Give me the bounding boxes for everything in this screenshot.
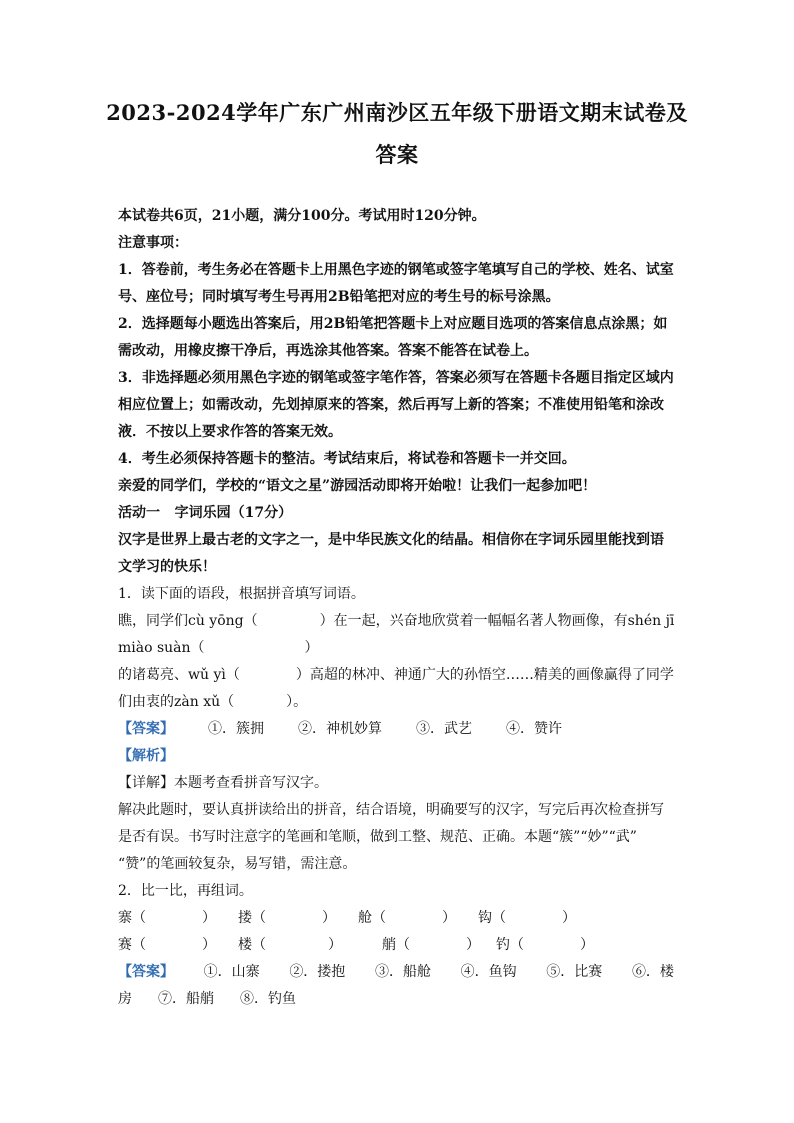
q1-stem: 1．读下面的语段，根据拼音填写词语。 [118, 586, 365, 602]
q2-paren: ） [562, 910, 576, 926]
greeting: 亲爱的同学们，学校的“语文之星”游园活动即将开始啦！让我们一起参加吧！ [118, 478, 597, 494]
q2-stem: 2．比一比，再组词。 [118, 883, 253, 899]
answer-item: ⑦．船艄 [158, 991, 214, 1007]
title-line-1: 2023-2024学年广东广州南沙区五年级下册语文期末试卷及 [106, 100, 688, 125]
q2-char: 艄（ [382, 937, 410, 953]
document-body [118, 203, 678, 1013]
q1-text: 瞧，同学们cù yōng（ [118, 613, 258, 629]
notice-3c: 液．不按以上要求作答的答案无效。 [118, 424, 342, 440]
notice-3a: 3．非选择题必须用黑色字迹的钢笔或签字笔作答，答案必须写在答题卡各题目指定区域内 [118, 370, 674, 386]
activity-heading: 活动一 字词乐园（17分） [118, 505, 293, 521]
q2-answer-row-1 [118, 959, 674, 986]
notice-heading: 注意事项： [118, 235, 188, 251]
q2-paren: ） [322, 910, 336, 926]
q1-text: 们由衷的zàn xǔ（ [118, 694, 235, 710]
explanation-b: 是否有误。书写时注意字的笔画和笔顺，做到工整、规范、正确。本题“簇”“妙”“武” [118, 829, 637, 845]
q2-char: 舱（ [358, 910, 386, 926]
q2-char: 钩（ [478, 910, 506, 926]
q2-paren: ） [580, 937, 594, 953]
notice-2a: 2．选择题每小题选出答案后，用2B铅笔把答题卡上对应题目选项的答案信息点涂黑；如 [118, 316, 668, 332]
answer-item: ⑤．比赛 [546, 964, 603, 980]
q2-paren: ） [442, 910, 456, 926]
exam-info: 本试卷共6页，21小题，满分100分。考试用时120分钟。 [118, 208, 486, 224]
answer-item: ⑧．钓鱼 [240, 991, 296, 1007]
notice-1b: 号、座位号；同时填写考生号再用2B铅笔把对应的考生号的标号涂黑。 [118, 289, 560, 305]
q2-row-2 [118, 932, 678, 959]
q2-paren: ） [202, 910, 216, 926]
explanation-c: “赞”的笔画较复杂，易写错，需注意。 [118, 856, 357, 872]
q1-line-1 [118, 608, 678, 635]
answer-item: ①．山寨 [203, 964, 260, 980]
notice-1a: 1．答卷前，考生务必在答题卡上用黑色字迹的钢笔或签字笔填写自己的学校、姓名、试室 [118, 262, 674, 278]
answer-item: ②．搂抱 [289, 964, 346, 980]
q2-char: 寨（ [118, 910, 146, 926]
answer-item: ⑥．楼 [631, 964, 674, 980]
answer-item: ①．簇拥 [208, 721, 264, 737]
q2-row-1 [118, 905, 678, 932]
answer-item: ④．鱼钩 [460, 964, 517, 980]
answer-item: 房 [118, 991, 132, 1007]
q2-char: 赛（ [118, 937, 146, 953]
q2-paren: ） [328, 937, 342, 953]
q1-text: ）。 [286, 694, 308, 710]
answer-item: ②．神机妙算 [298, 721, 382, 737]
answer-tag: 【答案】 [118, 964, 174, 980]
q1-line-4 [118, 689, 678, 716]
q2-char: 钓（ [496, 937, 524, 953]
document-title [100, 92, 694, 176]
q2-paren: ） [202, 937, 216, 953]
title-line-2: 答案 [375, 142, 419, 167]
q1-text: ） [304, 640, 319, 656]
q1-answer-row [118, 716, 678, 743]
q1-line-3 [118, 662, 678, 689]
answer-tag: 【答案】 [118, 721, 174, 737]
notice-2b: 需改动，用橡皮擦干净后，再选涂其他答案。答案不能答在试卷上。 [118, 343, 538, 359]
q1-text: ）高超的林冲、神通广大的孙悟空……精美的画像赢得了同学 [295, 667, 674, 683]
q2-answer-row-2 [118, 986, 678, 1013]
notice-4: 4．考生必须保持答题卡的整洁。考试结束后，将试卷和答题卡一并交回。 [118, 451, 576, 467]
detail-line: 【详解】本题考查看拼音写汉字。 [118, 775, 328, 791]
q1-text: 的诸葛亮、wǔ yì（ [118, 667, 240, 683]
q1-line-2 [118, 635, 678, 662]
explanation-a: 解决此题时，要认真拼读给出的拼音，结合语境，明确要写的汉字，写完后再次检查拼写 [118, 802, 664, 818]
answer-item: ④．赞许 [506, 721, 562, 737]
intro-line-a: 汉字是世界上最古老的文字之一，是中华民族文化的结晶。相信你在字词乐园里能找到语 [118, 532, 664, 548]
q2-char: 搂（ [238, 910, 266, 926]
q2-char: 楼（ [238, 937, 266, 953]
intro-line-b: 文学习的快乐！ [118, 559, 216, 575]
analysis-tag: 【解析】 [118, 748, 174, 764]
q1-text: ）在一起，兴奋地欣赏着一幅幅名著人物画像，有shén jī [319, 613, 675, 629]
q1-text: miào suàn（ [118, 640, 205, 656]
notice-3b: 相应位置上；如需改动，先划掉原来的答案，然后再写上新的答案；不准使用铅笔和涂改 [118, 397, 664, 413]
answer-item: ③．武艺 [416, 721, 472, 737]
q2-paren: ） [466, 937, 480, 953]
answer-item: ③．船舱 [374, 964, 431, 980]
